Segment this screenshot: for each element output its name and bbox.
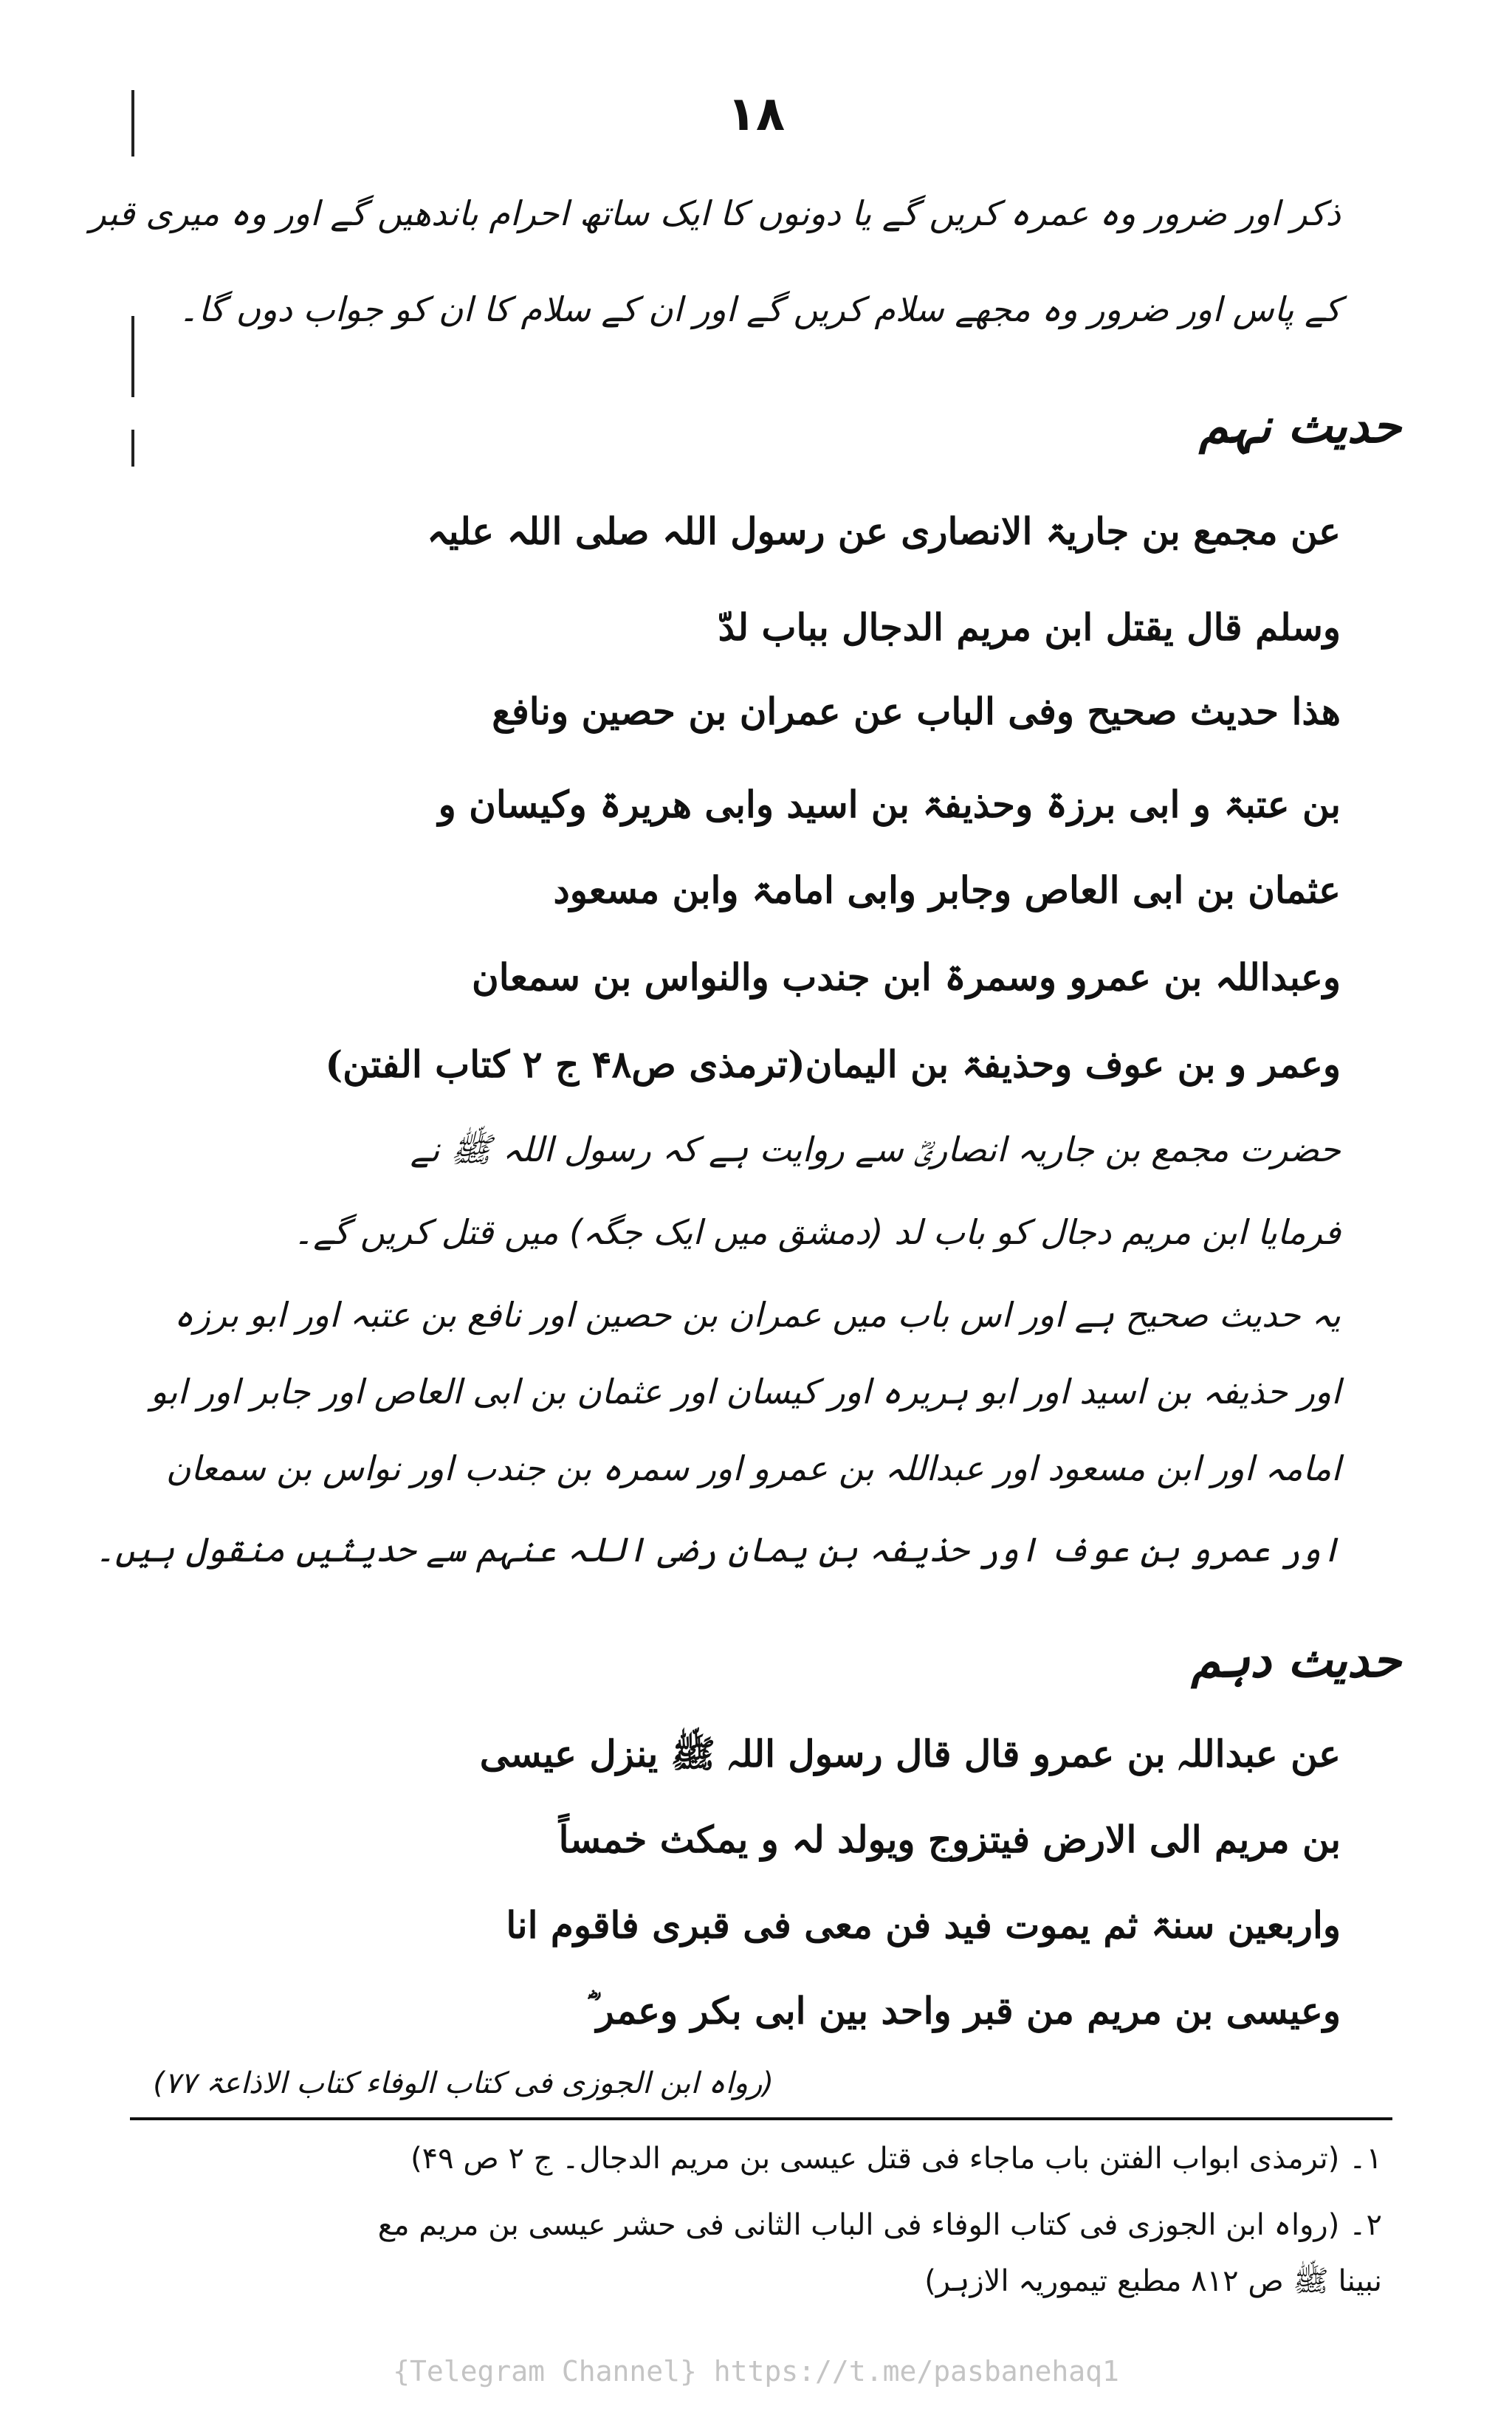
footnote: ۱۔ (ترمذی ابواب الفتن باب ماجاء فی قتل عیسی بن مریم الدجال۔ ج ۲ ص ۴۹) — [410, 2142, 1382, 2176]
page-number: ١٨ — [726, 87, 786, 142]
hadith-10-arabic-line: وعیسی بن مریم من قبر واحد بین ابی بکر وعمر ؓ — [587, 1989, 1341, 2032]
hadith-9-urdu-line: اور حذیفہ بن اسید اور ابو ہریرہ اور کیسان اور عثمان بن ابی العاص اور جابر اور ابو — [150, 1372, 1341, 1412]
hadith-10-reference: (رواہ ابن الجوزی فی کتاب الوفاء کتاب الاذاعۃ ۷۷) — [153, 2066, 774, 2100]
hadith-9-urdu-line: فرمایا ابن مریم دجال کو باب لد (دمشق میں ایک جگہ) میں قتل کریں گے۔ — [293, 1212, 1341, 1252]
margin-mark — [131, 316, 134, 397]
hadith-9-urdu-line: یہ حدیث صحیح ہے اور اس باب میں عمران بن حصین اور نافع بن عتبہ اور ابو برزہ — [173, 1295, 1341, 1335]
hadith-9-arabic-line: ھذا حدیث صحیح وفی الباب عن عمران بن حصین ونافع — [492, 690, 1341, 733]
footnote: ۲۔ (رواہ ابن الجوزی فی کتاب الوفاء فی الباب الثانی فی حشر عیسی بن مریم مع — [377, 2208, 1382, 2242]
hadith-10-arabic-line: واربعین سنۃ ثم یموت فید فن معی فی قبری فاقوم انا — [506, 1903, 1341, 1947]
hadith-9-urdu-line: حضرت مجمع بن جاریہ انصاریؓ سے روایت ہے کہ رسول اللہ ﷺ نے — [410, 1130, 1341, 1169]
hadith-10-arabic-line: بن مریم الی الارض فیتزوج ویولد لہ و یمکث خمساً — [558, 1818, 1341, 1861]
intro-line: کے پاس اور ضرور وہ مجھے سلام کریں گے اور ان کے سلام کا ان کو جواب دوں گا۔ — [178, 289, 1341, 329]
footnote-divider — [130, 2117, 1392, 2120]
hadith-10-heading: حدیث دہم — [1191, 1633, 1401, 1688]
hadith-9-heading: حدیث نہم — [1199, 399, 1401, 454]
hadith-9-arabic-line: وعمر و بن عوف وحذیفۃ بن الیمان(ترمذی ص۴۸ ج ۲ کتاب الفتن) — [325, 1042, 1341, 1086]
hadith-9-urdu-line: اور عمرو بن عوف اور حذیفہ بن یمان رضی اللہ عنہم سے حدیثیں منقول ہیں۔ — [94, 1530, 1341, 1570]
hadith-10-arabic-line: عن عبداللہ بن عمرو قال قال رسول اللہ ﷺ ینزل عیسی — [479, 1732, 1341, 1776]
hadith-9-arabic-line: وعبداللہ بن عمرو وسمرۃ ابن جندب والنواس بن سمعان — [472, 955, 1341, 999]
hadith-9-arabic-line: بن عتبۃ و ابی برزۃ وحذیفۃ بن اسید وابی ھریرۃ وکیسان و — [438, 783, 1341, 826]
margin-mark — [131, 430, 134, 467]
hadith-9-arabic-line: وسلم قال یقتل ابن مریم الدجال بباب لدّ — [718, 605, 1341, 649]
telegram-watermark: {Telegram Channel} https://t.me/pasbanehaq1 — [393, 2355, 1119, 2388]
hadith-9-urdu-line: امامہ اور ابن مسعود اور عبداللہ بن عمرو اور سمرہ بن جندب اور نواس بن سمعان — [165, 1448, 1341, 1488]
hadith-9-arabic-line: عثمان بن ابی العاص وجابر وابی امامۃ وابن مسعود — [553, 868, 1341, 912]
hadith-9-arabic-line: عن مجمع بن جاریۃ الانصاری عن رسول اللہ صلی اللہ علیہ — [427, 509, 1341, 553]
intro-line: ذکر اور ضرور وہ عمرہ کریں گے یا دونوں کا ایک ساتھ احرام باندھیں گے اور وہ میری قبر — [89, 193, 1341, 233]
footnote: نبینا ﷺ ص ۸۱۲ مطبع تیموریہ الازہر) — [924, 2264, 1382, 2298]
